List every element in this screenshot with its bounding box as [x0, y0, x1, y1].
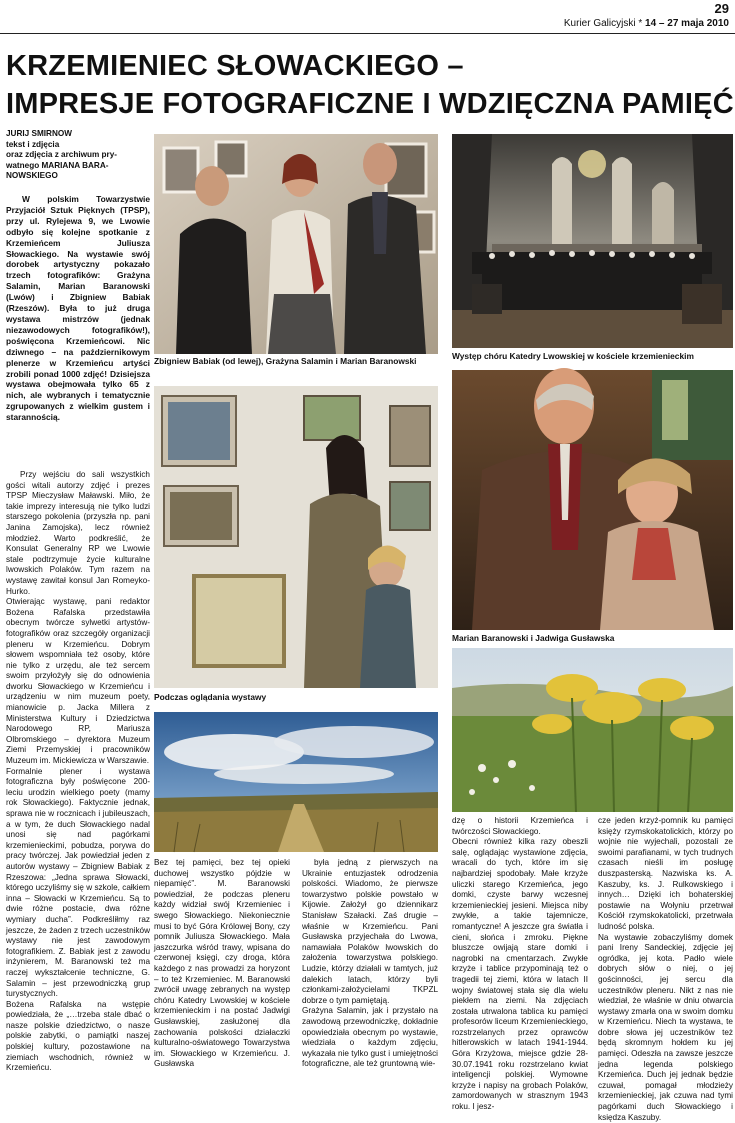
photo-gallery-visitors: [154, 386, 438, 688]
lead-paragraph: W polskim Towarzystwie Przyjaciół Sztuk Pięknych (TPSP), przy ul. Rylejewa 9, we Lwowie odbyło się kolejne spotkanie z Krzemieńcem Juliusza Słowackiego. Na wystawie swój dorobek artystyczny pokazało trzech fotografików: Grażyna Salamin, Marian Baranowski (Lwów) i Zbigniew Babiak (Rzeszów). Była to już druga wystawa mistrzów (jednak niezawodowych fotografików!), poświęcona Krzemieńcowi. Nic dziwnego – na październikowym plenerze w Krzemieńcu artyści zrobili ponad 1000 zdjęć! Dzisiejsza wystawa obejmowała tylko 65 z nich, ale wybranych i tematycznie zgrupowanych z wielkim gustem i starannością.: [6, 194, 150, 423]
column-5-body: cze jeden krzyż-pomnik ku pamięci księży rzymskokatolickich, którzy po wojnie nie wyjechali, pozostali ze swoimi parafianami, w tych trudnych czasach nieśli im posługę duszpasterską. Nazwiska ks. A. Kaszuby, ks. J. Rulkowskiego i innych… Dzięki ich bohaterskiej postawie na Wołyniu przetrwał Kościół rzymskokatolicki, przetrwała ludność polska. Na wystawie zobaczyliśmy domek pani Ireny Sandeckiej, zdjęcie jej ogródka, jej kota. Padło wiele dobrych słów o niej, o jej gościnności, jej sercu dla uczestników pleneru. Nikt z nas nie wiedział, że właśnie w dniu otwarcia wystawy zmarła ona w swoim domku w Krzemieńcu. Niech ta wystawa, te dobre słowa jej uczestników też będą skromnym hołdem ku jej pamięci. Odeszła na zawsze jeszcze jedna legenda polskiego Krzemieńca. Duch jej jednak będzie czuwał, pomagał młodzieży krzemienieckiej, jak czuwa nad tymi pagórkami duch Słowackiego i księdza Kaszuby.: [598, 816, 733, 1122]
column-2-body: Bez tej pamięci, bez tej opieki duchowej wszystko pójdzie w niepamięć”. M. Baranowski powiedział, że podczas pleneru każdy widział swój Krzemieniec i swego Słowackiego. Niekoniecznie musi to być Góra Królowej Bony, czy pomnik Juliusza Słowackiego. Mała jaszczurka wśród trawy, wpisana do czerwonej księgi, czy droga, która każdego z nas prowadzi za horyzont – to też Krzemieniec. M. Baranowski zwrócił uwagę zebranych na występ chóru Katedry Lwowskiej w kościele krzemienieckim i na postać Jadwigi Gusławskiej, zasłużonej dla zachowania polskości działaczki kulturalno-oświatowego Towarzystwa im. Słowackiego w Krzemieńcu. J. Gusławska: [154, 858, 290, 1069]
byline: JURIJ SMIRNOW tekst i zdjęcia oraz zdjęcia z archiwum pry- watnego MARIANA BARA- NOWSKIEGO: [6, 129, 118, 181]
photo-choir-church: [452, 134, 733, 348]
column-4-body: dzę o historii Krzemieńca i twórczości Słowackiego. Obecni również kilka razy obeszli salę, oglądając wystawione zdjęcia, wracali do tych, które im się najbardziej spodobały. Małe krzyże uliczki starego Krzemieńca, jego domki, czyste barwy wczesnej krzemienieckiej jesieni. Miejsca niby zwykłe, a takie tajemnicze, romantyczne! A jeszcze gra światła i cieni, słońca i zmroku. Piękne bluszcze owijają stare domki i nagrobki na cmentarzach. Zwykłe krzyże i tablice przypominają też o tragedii tej ziemi, która w latach II wojny światowej stała się dla wielu piekłem na ziemi. Na zdjęciach została utrwalona tablica ku pamięci profesorów liceum Krzemienieckiego, rozstrzelanych przez oprawców hitlerowskich w latach 1941-1944. Góra Krzyżowa, miejsce gdzie 28-30.07.1941 roku rozstrzelano kwiat inteligencji polskiej. Wymowne krzyże i napisy na grobach Polaków, zamordowanych w strasznym 1943 roku. I jesz-: [452, 816, 588, 1112]
headline-line-1: KRZEMIENIEC SŁOWACKIEGO –: [6, 50, 464, 82]
issue-date: 14 – 27 maja 2010: [645, 18, 729, 29]
photo-couple: [452, 370, 733, 630]
publication-line: [564, 18, 729, 29]
caption-photo-choir-church: Występ chóru Katedry Lwowskiej w kościele krzemienieckim: [452, 351, 694, 361]
headline-line-2: IMPRESJE FOTOGRAFICZNE I WDZIĘCZNA PAMIĘĆ: [6, 88, 734, 120]
column-3-body: była jedną z pierwszych na Ukrainie entuzjastek odrodzenia polskości. Wiadomo, że pierwsze towarzystwo polskie powstało w Kijowie. Założył go dziennikarz Stanisław Szałacki. Zaś drugie – właśnie w Krzemieńcu. Pani Gusławska przyjechała do Lwowa, namawiała Polaków lwowskich do założenia towarzystwa polskiego. Ludzie, którzy działali w tamtych, już dalekich latach, którzy byli członkami-założycielami TKPZL dobrze o tym pamiętają. Grażyna Salamin, jak i przystało na zawodową przewodniczkę, dokładnie opowiedziała obecnym po wystawie, wiedziała o każdym zdjęciu, wykazała nie tylko gust i umiejętności fotograficzne, ale też gruntowną wie-: [302, 858, 438, 1069]
photo-landscape-path: [154, 712, 438, 852]
caption-photo-three-people: Zbigniew Babiak (od lewej), Grażyna Salamin i Marian Baranowski: [154, 356, 417, 366]
photo-goldenrod-field: [452, 648, 733, 812]
publication-name: Kurier Galicyjski *: [563, 18, 643, 29]
caption-photo-gallery-visitors: Podczas oglądania wystawy: [154, 692, 267, 702]
header-rule: [0, 33, 735, 34]
page-number: 29: [714, 1, 729, 16]
photo-three-people: [154, 134, 438, 354]
caption-photo-couple: Marian Baranowski i Jadwiga Gusławska: [452, 633, 615, 643]
column-1-body: Przy wejściu do sali wszystkich gości witali autorzy zdjęć i prezes TPSP Mieczysław Maławski. Miło, że takie imprezy interesują nie tylko ludzi starszego pokolenia (przyszła np. pani Janina Zamojska), lecz również młodzież. Warto podkreślić, że Konsulat Generalny RP we Lwowie stale podtrzymuje życie kulturalne lwowskich Polaków. Tym razem na wystawę zawitał konsul Jan Romeyko-Hurko. Otwierając wystawę, pani redaktor Bożena Rafalska przedstawiła obecnym twórcze sylwetki artystów-fotografików oraz szczegóły organizacji pleneru w Krzemieńcu. Dobrym słowem wspomniała też osoby, które nie tylko z urzędu, ale też sercem swoim przyłożyły się do odnowienia dworku Słowackiego w Krzemieńcu i urządzeniu w nim muzeum poety, mianowicie p. Jacka Millera z Ministerstwa Kultury i Dziedzictwa Narodowego RP, Mariusza Olbromskiego – dyrektora Muzeum Ziemi Przemyskiej i pracowników Muzeum im. Mickiewicza w Warszawie. Formalnie plener i wystawa fotograficzna były poświęcone 200-leciu urodzin wielkiego poety (mamy rok Słowackiego). Faktycznie jednak, sprawa nie w rocznicach i jubileuszach, a w tym, że duch Słowackiego nadal unosi się nad pagórkami krzemienieckimi, pobudza, porywa do pracy twórczej. Jak powiedział jeden z autorów wystawy – Zbigniew Babiak z Rzeszowa: „Jedna sprawa Słowacki, którego uczyliśmy się w szkole, całkiem inna – Słowacki w Krzemieńcu. Są to dwie różne postacie, dwa różne wymiary ducha”. Podkreśliłmy raz jeszcze, że żaden z trzech uczestników wystawy nie jest zawodowym fotografikiem. Z. Babiak jest z zawodu inżynierem, M. Baranowski też ma raczej wykształcenie techniczne, G. Salamin – jest przewodniczką grup turystycznych. Bożena Rafalska na wstępie powiedziała, że „…trzeba stale dbać o nasze polskie dziedzictwo, o nasze polskie zabytki, o pamiątki naszej polskiej kultury, pozostawione na ziemiach wschodnich, również w Krzemieńcu.: [6, 470, 150, 1073]
